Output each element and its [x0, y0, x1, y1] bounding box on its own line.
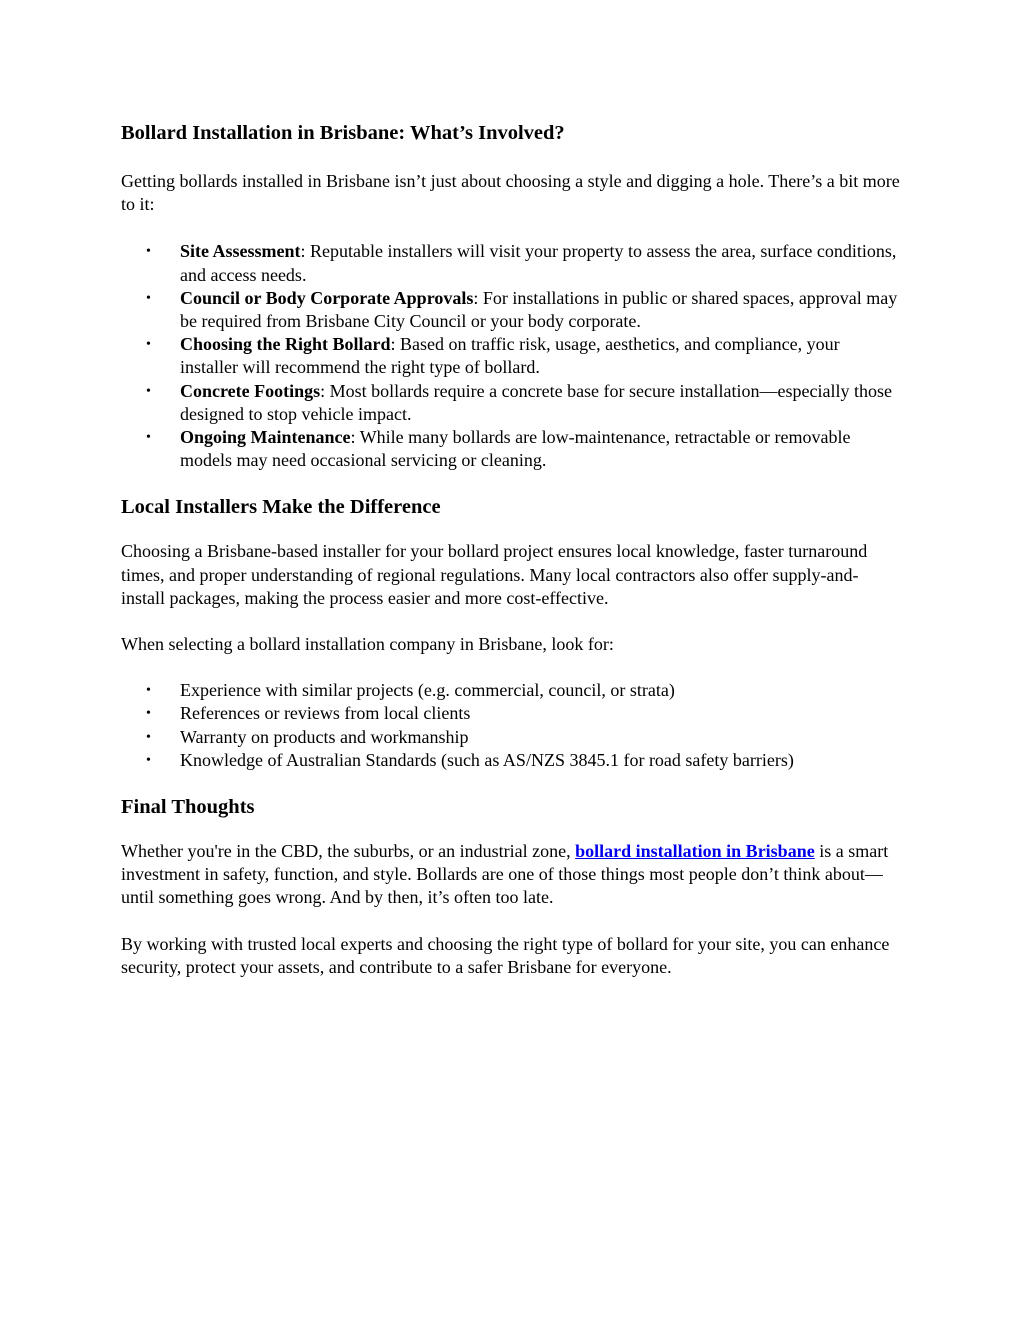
list-item-text: : Based on traffic risk, usage, aesthetics, and compliance, your installer will recommend the right type of bollard. — [180, 334, 840, 378]
list-item-term: Council or Body Corporate Approvals — [180, 287, 474, 308]
list-item-term: Choosing the Right Bollard — [180, 334, 391, 355]
bullet-icon: • — [146, 683, 151, 699]
bullet-icon: • — [146, 244, 151, 260]
list-item — [121, 240, 901, 286]
list-item — [121, 702, 901, 725]
list-item — [121, 726, 901, 749]
steps-list — [121, 240, 901, 472]
intro-paragraph: Getting bollards installed in Brisbane isn’t just about choosing a style and digging a hole. There’s a bit more to it: — [121, 171, 900, 215]
list-item-text: : Reputable installers will visit your property to assess the area, surface conditions, and access needs. — [180, 241, 897, 285]
final-text-after-link: is a smart investment in safety, function, and style. Bollards are one of those things most people don’t think about—until something goes wrong. And by then, it’s often too late. — [121, 841, 889, 908]
list-item — [121, 333, 901, 379]
list-item — [121, 287, 901, 333]
list-item-text: : While many bollards are low-maintenance, retractable or removable models may need occasional servicing or cleaning. — [180, 427, 851, 471]
section-heading-involved: Bollard Installation in Brisbane: What’s Involved? — [121, 122, 565, 144]
list-item-text: Knowledge of Australian Standards (such as AS/NZS 3845.1 for road safety barriers) — [180, 749, 794, 770]
list-item — [121, 679, 901, 702]
list-item — [121, 749, 901, 772]
bullet-icon: • — [146, 729, 151, 745]
bullet-icon: • — [146, 752, 151, 768]
select-intro-paragraph: When selecting a bollard installation company in Brisbane, look for: — [121, 634, 614, 655]
list-item — [121, 426, 901, 472]
list-item-term: Concrete Footings — [180, 380, 321, 401]
final-text-before-link: Whether you're in the CBD, the suburbs, or an industrial zone, — [121, 841, 576, 862]
list-item-text: : Most bollards require a concrete base for secure installation—especially those designed to stop vehicle impact. — [180, 380, 892, 424]
list-item-text: Warranty on products and workmanship — [180, 726, 469, 747]
list-item-term: Ongoing Maintenance — [180, 427, 351, 448]
final-paragraph-2: By working with trusted local experts and choosing the right type of bollard for your site, you can enhance security, protect your assets, and contribute to a safer Brisbane for everyone. — [121, 933, 890, 977]
section-heading-local: Local Installers Make the Difference — [121, 496, 441, 519]
document-page — [121, 120, 901, 979]
local-paragraph: Choosing a Brisbane-based installer for your bollard project ensures local knowledge, faster turnaround times, and proper understanding of regional regulations. Many local contractors also offer supply-and-install packages, making the process easier and more cost-effective. — [121, 541, 868, 608]
list-item-text: References or reviews from local clients — [180, 703, 471, 724]
bollard-installation-link[interactable]: bollard installation in Brisbane — [575, 841, 815, 862]
bullet-icon: • — [146, 430, 151, 446]
bullet-icon: • — [146, 383, 151, 399]
list-item — [121, 380, 901, 426]
list-item-text: Experience with similar projects (e.g. commercial, council, or strata) — [180, 680, 675, 701]
list-item-term: Site Assessment — [180, 241, 301, 262]
criteria-list — [121, 679, 901, 772]
final-paragraph-1 — [121, 840, 901, 910]
bullet-icon: • — [146, 337, 151, 353]
section-heading-final: Final Thoughts — [121, 796, 255, 819]
bullet-icon: • — [146, 290, 151, 306]
list-item-text: : For installations in public or shared spaces, approval may be required from Brisbane City Council or your body corporate. — [180, 287, 898, 332]
bullet-icon: • — [146, 706, 151, 722]
